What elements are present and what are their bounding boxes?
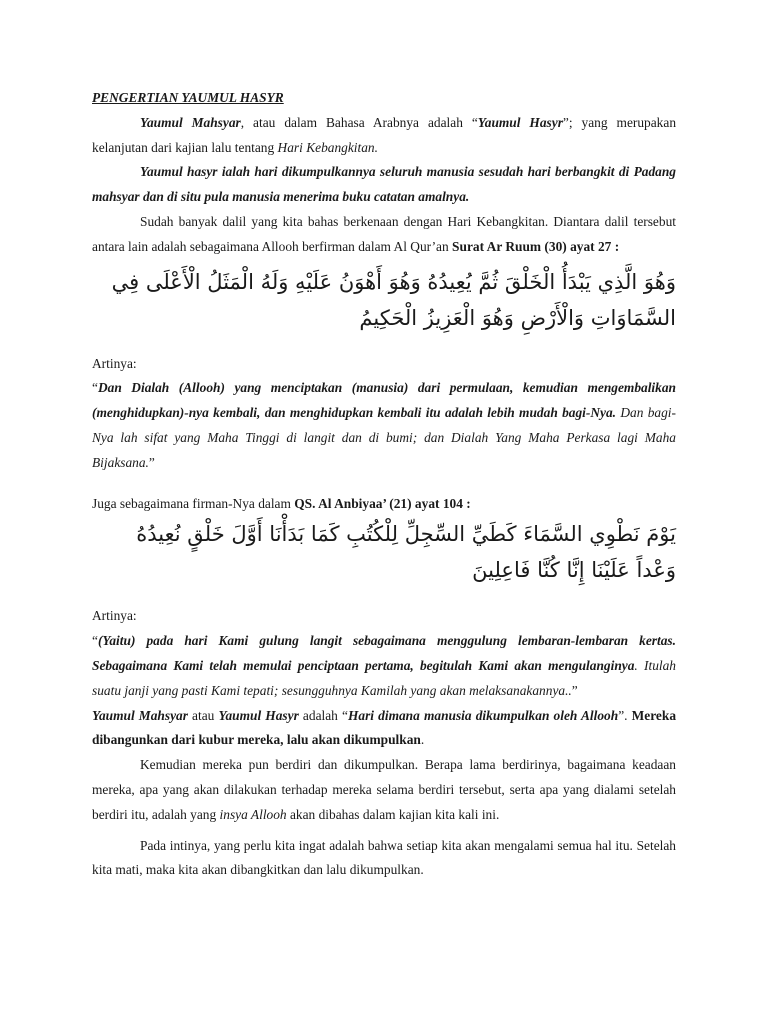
document-title: PENGERTIAN YAUMUL HASYR [92,90,284,105]
term-insya-allooh: insya Allooh [219,806,287,822]
text-span: Juga sebagaimana firman-Nya dalam [92,495,295,511]
quote-open: “ [92,380,98,396]
statement-bold: Mereka dibangunkan dari kubur mereka, lalu akan dikumpulkan [92,707,677,748]
translation-al-anbiyaa [92,629,676,703]
paragraph-intro [92,111,676,161]
text-span: ”; yang merupakan kelanjutan dari kajian lalu tentang [92,114,677,155]
text-span: . [420,732,425,748]
artinya-label: Artinya: [92,355,137,371]
document-page [92,86,676,883]
paragraph-intinya: Pada intinya, yang perlu kita ingat adalah bahwa setiap kita akan mengalami semua hal itu. Setelah kita mati, maka kita akan dibangkitkan dan lalu dikumpulkan. [92,837,676,878]
paragraph-anbiyaa [92,492,676,517]
arabic-verse-al-anbiyaa: يَوْمَ نَطْوِي السَّمَاءَ كَطَيِّ السِّجِلِّ لِلْكُتُبِ كَمَا بَدَأْنَا أَوَّلَ خَلْقٍ نُعِيدُهُ وَعْداً عَلَيْنَا إِنَّا كُنَّا فَاعِلِينَ [136,522,676,583]
translation-ar-ruum [92,376,676,475]
term-yaumul-mahsyar: Yaumul Mahsyar [140,114,241,130]
artinya-label: Artinya: [92,608,137,624]
surah-reference: Surat Ar Ruum (30) ayat 27 : [452,238,620,254]
term-yaumul-hasyr: Yaumul Hasyr [477,114,563,130]
text-span: Kemudian mereka pun berdiri dan dikumpulkan. Berapa lama berdirinya, bagaimana keadaan mereka, apa yang akan dilakukan terhadap mereka selama berdiri tersebut, serta apa yang dialami setelah berdiri itu, adalah yang [92,757,676,822]
surah-reference: QS. Al Anbiyaa’ (21) ayat 104 : [294,495,471,511]
translation-italic: . Itulah suatu janji yang pasti Kami tepati; sesungguhnya Kamilah yang akan melaksanakannya.. [92,657,676,698]
definition-highlight: Hari dimana manusia dikumpulkan oleh Allooh [347,707,619,723]
term-yaumul-mahsyar: Yaumul Mahsyar [92,707,188,723]
translation-italic: Dan bagi-Nya lah sifat yang Maha Tinggi di langit dan di bumi; dan Dialah Yang Maha Perkasa lagi Maha Bijaksana. [92,405,676,470]
text-span: adalah “ [298,707,348,723]
text-span: atau [187,707,219,723]
text-span: Sudah banyak dalil yang kita bahas berkenaan dengan Hari Kebangkitan. Diantara dalil tersebut antara lain adalah sebagaimana Allooh berfirman dalam Al Qur’an [92,213,676,254]
text-span: akan dibahas dalam kajian kita kali ini. [286,806,500,822]
term-yaumul-hasyr: Yaumul Hasyr [218,707,299,723]
paragraph-berdiri [92,753,676,827]
translation-bold: Dan Dialah (Allooh) yang menciptakan (manusia) dari permulaan, kemudian mengembalikan (menghidupkan)-nya kembali, dan menghidupkan kembali itu adalah lebih mudah bagi-Nya. [92,380,676,421]
quote-open: “ [92,633,98,649]
quote-close: ” [571,682,578,698]
translation-bold: (Yaitu) pada hari Kami gulung langit sebagaimana menggulung lembaran-lembaran kertas. Sebagaimana Kami telah memulai penciptaan pertama, begitulah Kami akan mengulanginya [92,633,676,673]
text-span: ”. [618,707,632,723]
quote-close: ” [148,454,155,470]
paragraph-dalil [92,210,676,260]
paragraph-definition: Yaumul hasyr ialah hari dikumpulkannya seluruh manusia sesudah hari berbangkit di Padang mahsyar dan di situ pula manusia menerima buku catatan amalnya. [92,164,676,205]
text-span: , atau dalam Bahasa Arabnya adalah “ [240,114,478,130]
arabic-verse-ar-ruum: وَهُوَ الَّذِي يَبْدَأُ الْخَلْقَ ثُمَّ يُعِيدُهُ وَهُوَ أَهْوَنُ عَلَيْهِ وَلَهُ الْمَثَلُ الْأَعْلَى فِي السَّمَاوَاتِ وَالْأَرْضِ وَهُوَ الْعَزِيزُ الْحَكِيمُ [111,269,676,330]
paragraph-summary [92,704,676,754]
term-hari-kebangkitan: Hari Kebangkitan. [277,139,378,155]
